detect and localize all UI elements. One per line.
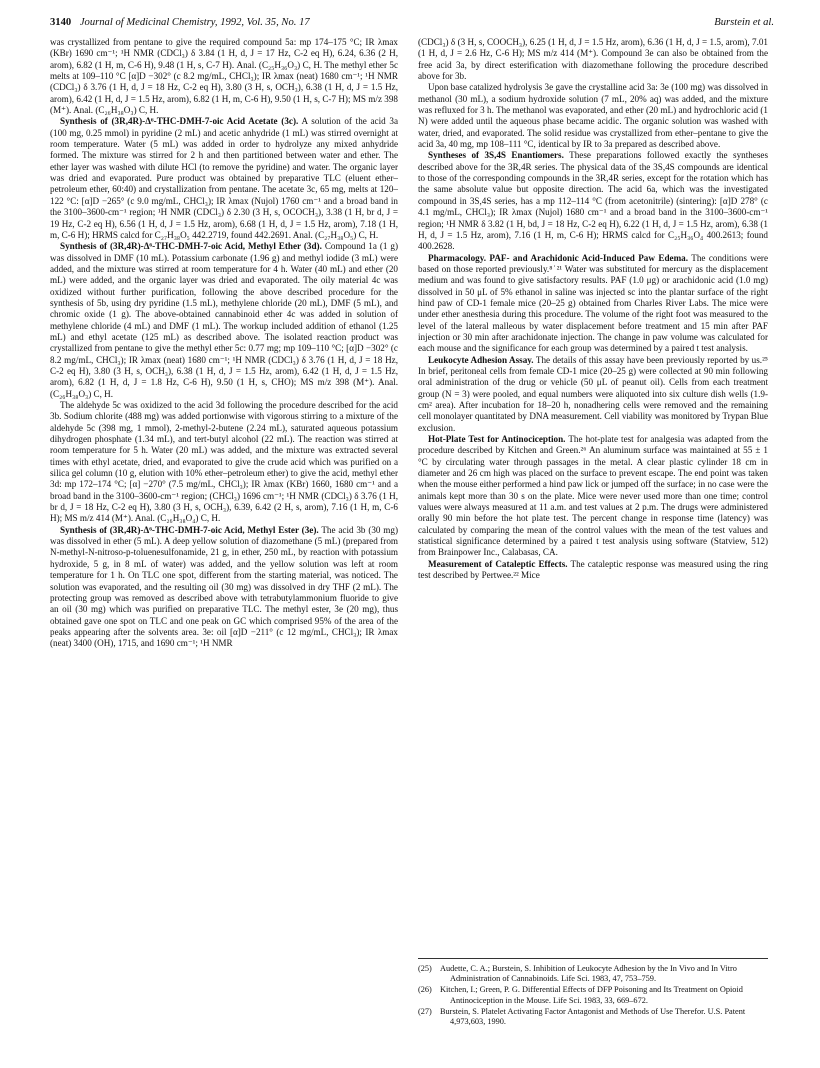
reference-number: (25) — [418, 964, 432, 973]
paragraph — [50, 400, 398, 525]
section-heading: Leukocyte Adhesion Assay. — [428, 354, 534, 365]
paragraph — [50, 116, 398, 241]
paragraph — [418, 559, 768, 582]
paragraph — [418, 355, 768, 434]
paragraph-text: These preparations followed exactly the syntheses described above for the 3R,4R series. The physical data of the 3S,4S compounds are identical to those of the corresponding compounds in the 3R,4R series, except for the rotation which has the same absolute value but opposite direction. The acid 6a, which was the investigated compound in 3S,4S series, has a mp 112–114 °C (from acetonitrile) (sintering): [α]D 278° (c 4.1 mg/mL, CHCl₃); IR λmax (Nujol) 1680 cm⁻¹ and a broad band in the 3100–3600-cm⁻¹ region; ¹H NMR δ 3.82 (1 H, bd, J = 18 Hz, C-2 eq H), 6.22 (1 H, d, J = 1.5 Hz, arom), 6.38 (1 H, d, J = 1.5 Hz, arom), 7.16 (1 H, m, C-6 H); HRMS calcd for C₂₅H₃₆O₄ 400.2613; found 400.2628. — [418, 150, 768, 252]
references — [418, 958, 768, 1028]
section-heading: Synthesis of (3R,4R)-Δ⁶-THC-DMH-7-oic Acid Acetate (3c). — [60, 116, 299, 127]
paragraph — [418, 37, 768, 82]
paragraph-text: The hot-plate test for analgesia was adapted from the procedure described by Kitchen and Green.²⁶ An aluminum surface was maintained at 55 ± 1 °C by circulating water through passages in the metal. A clear plastic cylinder 18 cm in diameter and 26 cm high was placed on the surface to prevent escape. The end point was taken when the mouse either performed a hind paw lick or jumped off the surface; in no case were the animals kept more than 30 s on the plate. Mice were never used more than one time; control values were always measured at 11 a.m. and test values at 2 p.m. The drugs were administered orally 90 min before the hot plate test. The percent change in response time (latency) was calculated by comparing the mean of the control values with the mean of the test values and statistical significance determined by a paired t test analysis using software (Statview, 512) from Brainpower Inc., Calabasas, CA. — [418, 434, 769, 558]
paragraph — [418, 82, 768, 150]
running-header — [50, 17, 774, 35]
running-authors: Burstein et al. — [714, 17, 774, 28]
reference-item — [418, 985, 768, 1005]
paragraph-text: Compound 1a (1 g) was dissolved in DMF (10 mL). Potassium carbonate (1.96 g) and methyl iodide (3 mL) were added, and the mixture was stirred at room temperature for 4 h. Water (40 mL) and ether (20 mL) were added, and the organic layer was dried and evaporated. The oily material 4c was oxidized without further purification, following the above described procedure for the synthesis of 5b, using dry pyridine (1.5 mL), methylene chloride (20 mL), DMF (5 mL), and chromic oxide (1 g). The above-obtained cannabinoid ether 4c was added in solution of methylene chloride (4 mL) and DMF (1 mL). The workup included addition of ethanol (1.25 mL) and ethyl acetate (125 mL) as described above. The isolated reaction product was crystallized from pentane to give the methyl ether 5c: 0.77 mg; mp 109–110 °C; [α]D −302° (c 8.2 mg/mL, CHCl₃); IR λmax (neat) 1680 cm⁻¹; ¹H NMR (CDCl₃) δ 3.76 (1 H, d, J = 18 Hz, C-2 eq H), 3.80 (3 H, s, OCH₃), 6.38 (1 H, d, J = 1.5 Hz, arom), 6.42 (1 H, d, J = 1.5 Hz, arom), 6.82 (1 H, d, J = 1.8 Hz, C-6 H), 9.50 (1 H, s, CHO); MS m/z 398 (M⁺). Anal. (C₂₆H₃₈O₃) C, H. — [50, 241, 398, 399]
paragraph — [418, 253, 768, 355]
paragraph — [50, 37, 398, 116]
section-heading: Measurement of Cataleptic Effects. — [428, 558, 568, 569]
section-heading: Pharmacology. PAF- and Arachidonic Acid-Induced Paw Edema. — [428, 252, 689, 263]
section-heading: Synthesis of (3R,4R)-Δ⁶-THC-DMH-7-oic Acid, Methyl Ester (3e). — [60, 524, 319, 535]
paragraph-text: The acid 3b (30 mg) was dissolved in ether (5 mL). A deep yellow solution of diazomethane (5 mL) (prepared from N-methyl-N-nitroso-p-toluenesulfonamide, 21 g, in ether, 250 mL, by reaction with potassium hydroxide, 5 g, in 8 mL of water) was added, and the yellow solution was left at room temperature for 1 h. On TLC one spot, different from the starting material, was noticed. The solution was evaporated, and the resulting oil (30 mg) was dissolved in dry THF (2 mL). The protecting group was removed as described above with tetrabutylammonium fluoride to give an oil (30 mg) which was purified on preparative TLC. The methyl ester, 3e (20 mg), thus obtained gave one spot on TLC and one peak on GC which comprised 95% of the area of the peaks appearing after the solvents area. 3e: oil [α]D −211° (c 12 mg/mL, CHCl₃); IR λmax (neat) 3400 (OH), 1715, and 1690 cm⁻¹; ¹H NMR — [50, 524, 399, 649]
left-column — [50, 37, 398, 650]
reference-number: (27) — [418, 1006, 432, 1016]
paragraph — [50, 241, 398, 400]
reference-item — [418, 1007, 768, 1027]
right-column — [418, 37, 768, 582]
reference-text: Audette, C. A.; Burstein, S. Inhibition of Leukocyte Adhesion by the In Vivo and In Vitro Administration of Cannabinoids. Life Sci. 1983, 47, 753–759. — [440, 964, 737, 984]
section-heading: Hot-Plate Test for Antinociception. — [428, 434, 566, 445]
reference-text: Burstein, S. Platelet Activating Factor Antagonist and Methods of Use Therefor. U.S. Patent 4,973,603, 1990. — [440, 1006, 746, 1027]
paragraph-text: The aldehyde 5c was oxidized to the acid 3d following the procedure described for the acid 3b. Sodium chlorite (488 mg) was added portionwise with vigorous stirring to a mixture of the aldehyde 5c (398 mg, 1 mmol), 2-methyl-2-butene (2.24 mL), saturated aqueous potassium dihydrogen phosphate (1.34 mL), and tert-butyl alcohol (22 mL). The reaction was stirred at room temperature for 5 h. Water (20 mL) was added, and the mixture was extracted several times with ethyl acetate, dried, and evaporated to give the crude acid which was purified on a silica gel column (10 g, elution with 10% ether–petroleum ether) to give the acid, methyl ether 3d: mp 172–174 °C; [α] −270° (7.5 mg/mL, CHCl₃); IR λmax (KBr) 1660, 1680 cm⁻¹ and a broad band in the 3100–3600-cm⁻¹ region; (CHCl₃) 1696 cm⁻¹; ¹H NMR (CDCl₃) δ 3.76 (1 H, br d, J = 18 Hz, C-2 eq H), 3.80 (3 H, s, OCH₃), 6.39, 6.42 (2 H, s, arom), 7.16 (1 H, m, C-6 H); MS m/z 414 (M⁺). Anal. (C₂₆H₃₈O₄) C, H. — [50, 400, 398, 524]
reference-number: (26) — [418, 985, 432, 995]
paragraph — [418, 150, 768, 252]
paragraph-text: Upon base catalized hydrolysis 3e gave the crystalline acid 3a: 3e (100 mg) was dissolved in methanol (30 mL), a sodium hydroxide solution (7 mL, 20% aq) was added, and the mixture was refluxed for 3 h. The methanol was evaporated, and ether (20 mL) and hydrochloric acid (1 N) were added until the aqueous phase became acidic. The organic solution was washed with water, dried, and evaporated. The solid residue was crystallized from ether–pentane to give the acid 3a, 40 mg, mp 108–111 °C, identical by IR to 3a prepared as described above. — [418, 82, 768, 150]
paragraph-text: The details of this assay have been previously reported by us.²⁵ In brief, peritoneal cells from female CD-1 mice (20–25 g) were collected at 90 min following oral administration of the drug or vehicle (50 μL of peanut oil). Cells from each treatment group (N = 3) were pooled, and equal numbers were aliquoted into six culture dish wells (1.9-cm² area). After incubation for 18–20 h, nonadhering cells were removed and the remaining cell monolayer quantitated by DNA measurement. Cell viability was monitored by Trypan Blue exclusion. — [418, 354, 768, 433]
page-number: 3140 — [50, 17, 72, 28]
journal-citation: Journal of Medicinal Chemistry, 1992, Vol. 35, No. 17 — [79, 17, 310, 28]
paragraph-text: A solution of the acid 3a (100 mg, 0.25 mmol) in pyridine (2 mL) and acetic anhydride (1 mL) was stirred overnight at room temperature. Water (5 mL) was added in order to hydrolyze any mixed anhydride formed. The mixture was stirred for 2 h and then partitioned between water and ether. The ether layer was washed with dilute HCl (to remove the pyridine) and water. The organic layer was dried and evaporated. Pure product was obtained by preparative TLC (eluent ether–petroleum ether, 60:40) and crystallization from pentane. The acetate 3c, 65 mg, melts at 120–122 °C: [α]D −265° (c 9.0 mg/mL, CHCl₃); IR λmax (Nujol) 1760 cm⁻¹ and a broad band in the 3100–3600-cm⁻¹ region; ¹H NMR (CDCl₃) δ 2.30 (3 H, s, OCOCH₃), 3.38 (1 H, br d, J = 19 Hz, C-2 eq H), 6.56 (1 H, d, J = 1.5 Hz, arom), 6.68 (1 H, d, J = 1.5 Hz, arom), 7.18 (1 H, m, C-6 H); HRMS calcd for C₂₇H₃₈O₅ 442.2719, found 442.2691. Anal. (C₂₇H₃₈O₅) C, H. — [50, 116, 399, 240]
paragraph-text: was crystallized from pentane to give the required compound 5a: mp 174–175 °C; IR λmax (KBr) 1690 cm⁻¹; ¹H NMR (CDCl₃) δ 3.84 (1 H, d, J = 17 Hz, C-2 eq H), 6.24, 6.36 (2 H, arom), 6.82 (1 H, m, C-6 H), 9.48 (1 H, s, C-7 H). Anal. (C₂₅H₃₆O₃) C, H. The methyl ether 5c melts at 109–110 °C [α]D −302° (c 8.2 mg/mL, CHCl₃); IR λmax (neat) 1680 cm⁻¹; ¹H NMR (CDCl₃) δ 3.76 (1 H, d, J = 18 Hz, C-2 eq H), 3.80 (3 H, s, OCH₃), 6.38 (1 H, d, J = 1.5 Hz, arom), 6.42 (1 H, d, J = 1.5 Hz, arom), 6.82 (1 H, m, C-6 H), 9.50 (1 H, s, C-7 H); MS m/z 398 (M⁺). Anal. (C₂₆H₃₈O₃) C, H. — [50, 37, 398, 116]
reference-text: Kitchen, I.; Green, P. G. Differential Effects of DFP Poisoning and Its Treatment on Opioid Antinociception in the Mouse. Life Sci. 1983, 33, 669–672. — [440, 985, 743, 1005]
section-heading: Syntheses of 3S,4S Enantiomers. — [428, 150, 564, 161]
paragraph-text: The cataleptic response was measured using the ring test described by Pertwee.²² Mice — [418, 558, 769, 581]
paragraph-text: (CDCl₃) δ (3 H, s, COOCH₃), 6.25 (1 H, d, J = 1.5 Hz, arom), 6.36 (1 H, d, J = 1.5, arom), 7.01 (1 H, d, J = 2.6 Hz, C-6 H); MS m/z 414 (M⁺). Compound 3e can also be obtained from the free acid 3a, by direct esterification with diazomethane following the procedure described above for 3b. — [418, 37, 768, 82]
reference-item — [418, 964, 768, 984]
paragraph — [50, 525, 398, 650]
paragraph-text: The conditions were based on those reported previously.⁸˙²¹ Water was substituted for mercury as the displacement medium and was found to give satisfactory results. PAF (1.0 μg) or arachidonic acid (1.0 mg) dissolved in 50 μL of 5% ethanol in saline was injected sc into the plantar surface of the right hind paw of CD-1 female mice (20–25 g) obtained from Charles River Labs. The mice were under ether anesthesia during this procedure. The volume of the right foot was measured to the level of the lateral malleous by water displacement before treatment and 15 min after PAF injection or 30 min after arachidonate injection. The change in paw volume was calculated for each mouse and the significance for each group was determined by a paired t test analysis. — [418, 252, 768, 354]
section-heading: Synthesis of (3R,4R)-Δ⁶-THC-DMH-7-oic Acid, Methyl Ether (3d). — [60, 241, 322, 252]
paragraph — [418, 434, 768, 559]
